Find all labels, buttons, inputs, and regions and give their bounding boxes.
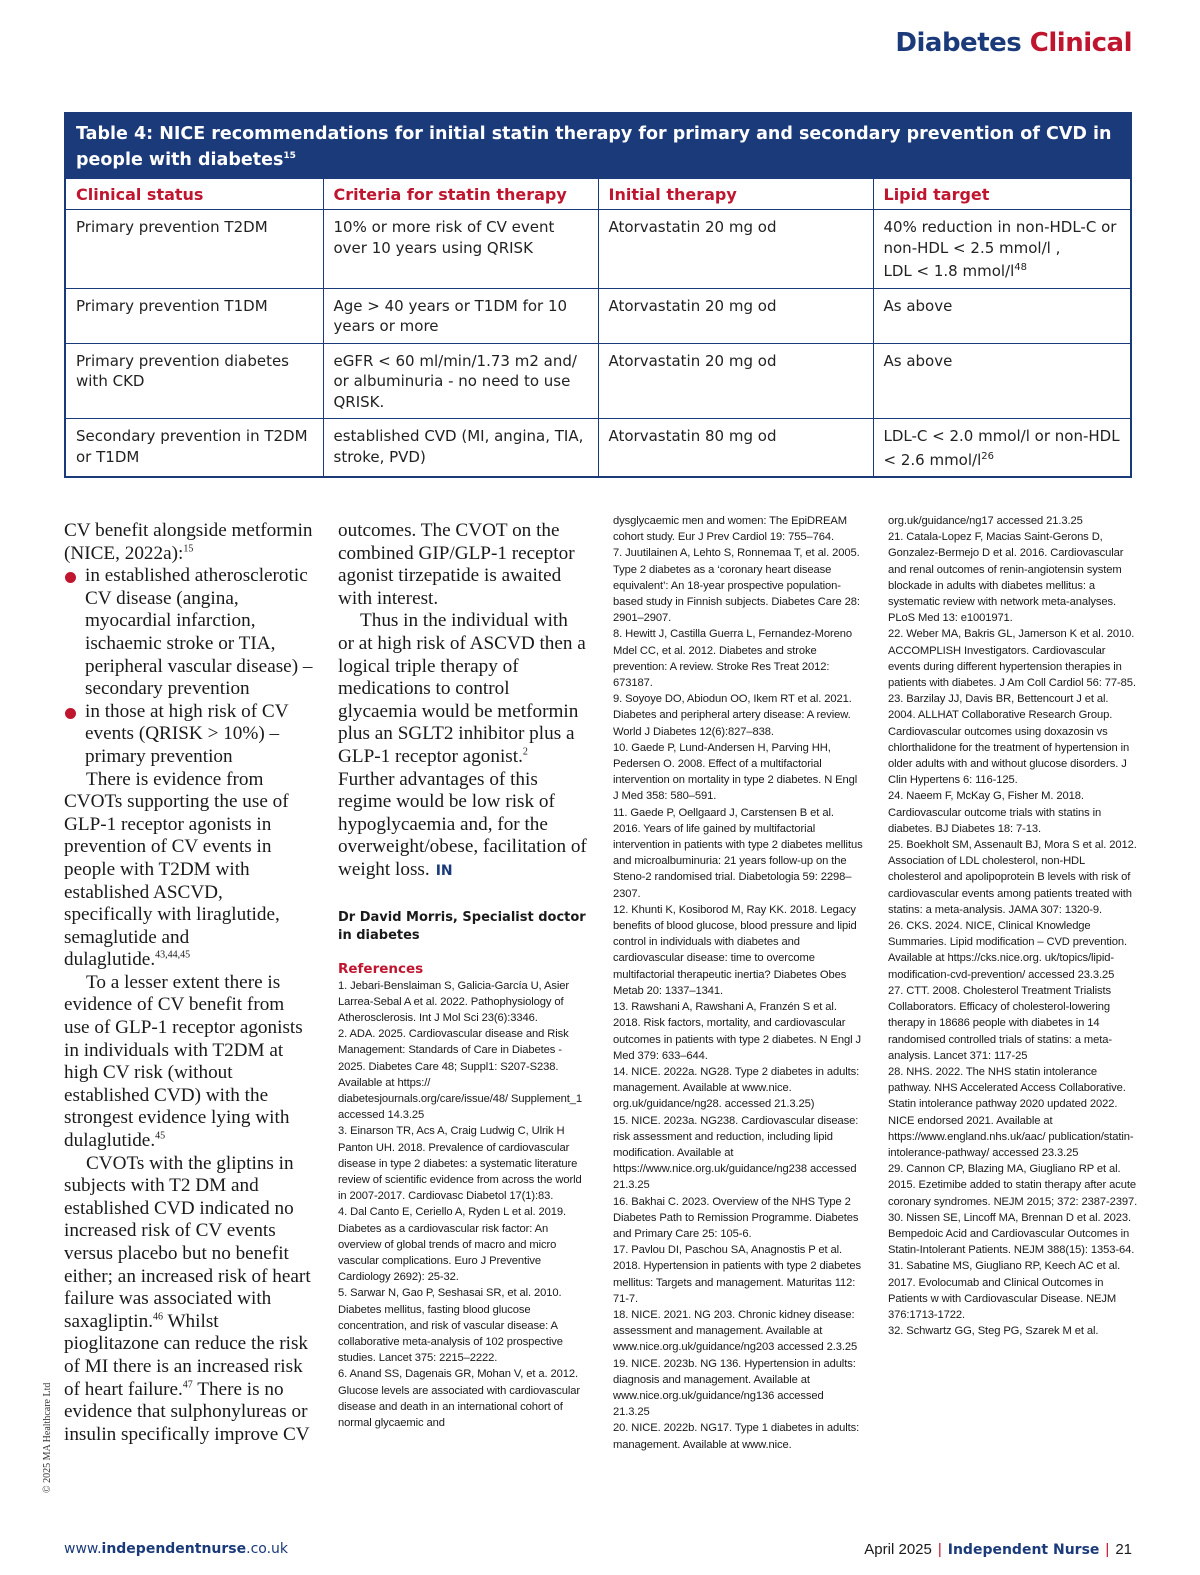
paragraph: There is evidence from CVOTs supporting the use of GLP-1 receptor agonists in prevention of CV events in people with T2DM with established ASCVD, specifically with liraglutide, semaglutide and dulaglutide.$^{43,44,45}$ xyxy=(64,768,289,971)
footer-info xyxy=(864,1541,1132,1558)
paragraph: To a lesser extent there is evidence of CV benefit from use of GLP-1 receptor agonists in individuals with T2DM at high CV risk (without established CVD) with the strongest evidence lying with dulaglutide.$^{45}$ xyxy=(64,971,303,1152)
cell-criteria: Age > 40 years or T1DM for 10 years or more xyxy=(323,288,598,343)
cell-criteria: 10% or more risk of CV event over 10 years using QRISK xyxy=(323,210,598,289)
reference-item: 17. Pavlou DI, Paschou SA, Anagnostis P et al. 2018. Hypertension in patients with type 2 diabetes mellitus: Targets and management. Maturitas 112: 71-7. xyxy=(613,1244,862,1305)
bullet-item: in those at high risk of CV events (QRISK > 10%) – primary prevention xyxy=(64,701,314,769)
reference-item: 25. Boekholt SM, Assenault BJ, Mora S et al. 2012. Association of LDL cholesterol, non-HDL cholesterol and apolipoprotein B levels with risk of cardiovascular events among patients treated with statins: a meta-analysis. JAMA 307: 1320-9. xyxy=(888,839,1137,916)
references-heading: References xyxy=(338,960,424,977)
reference-item: 11. Gaede P, Oellgaard J, Carstensen B et al. 2016. Years of life gained by multifactorial intervention in patients with type 2 diabetes mellitus and microalbuminuria: 21 years follow-up on the Steno-2 randomised trial. Diabetologia 59: 2298–2307. xyxy=(613,806,863,900)
table-row xyxy=(66,419,1130,477)
cell-target: As above xyxy=(873,343,1130,419)
reference-item: 19. NICE. 2023b. NG 136. Hypertension in adults: diagnosis and management. Available at www.nice.org.uk/guidance/ng136 accessed 21.3.25 xyxy=(613,1357,856,1419)
cell-therapy: Atorvastatin 20 mg od xyxy=(598,210,873,289)
section-label: Diabetes xyxy=(895,28,1022,58)
reference-item: 28. NHS. 2022. The NHS statin intolerance pathway. NHS Accelerated Access Collaborative. Statin intolerance pathway 2020 updated 2022. NICE endorsed 2021. Available at https://www.england.nhs.uk/aac/ publication/statin-intolerance-pathway/ accessed 23.3.25 xyxy=(888,1065,1134,1159)
paragraph: CVOTs with the gliptins in subjects with T2 DM and established CVD indicated no increased risk of CV events versus placebo but no benefit either; an increased risk of heart failure was associated with saxagliptin.$^{46}$ Whilst pioglitazone can reduce the risk of MI there is an increased risk of heart failure.$^{47}$ There is no evidence that sulphonylureas or insulin specifically improve CV xyxy=(64,1152,311,1445)
reference-item: 1. Jebari-Benslaiman S, Galicia-García U, Asier Larrea-Sebal A et al. 2022. Pathophysiology of Atherosclerosis. Int J Mol Sci 23(6):3346. xyxy=(338,979,569,1024)
reference-item: 13. Rawshani A, Rawshani A, Franzén S et al. 2018. Risk factors, mortality, and cardiovascular outcomes in patients with type 2 diabetes. N Engl J Med 379: 633–644. xyxy=(613,1001,862,1062)
reference-item: 20. NICE. 2022b. NG17. Type 1 diabetes in adults: management. Available at www.nice. xyxy=(613,1422,860,1451)
table-title: Table 4: NICE recommendations for initial statin therapy for primary and secondary prevention of CVD in people with diabetes$^{15}$ xyxy=(66,114,1130,179)
paragraph: outcomes. The CVOT on the combined GIP/GLP-1 receptor agonist tirzepatide is awaited with interest. xyxy=(338,520,575,609)
reference-item: 15. NICE. 2023a. NG238. Cardiovascular disease: risk assessment and reduction, including lipid modification. Available at https://www.nice.org.uk/guidance/ng238 accessed 21.3.25 xyxy=(613,1114,859,1192)
cell-therapy: Atorvastatin 80 mg od xyxy=(598,419,873,477)
table-row xyxy=(66,210,1130,289)
reference-item: 16. Bakhai C. 2023. Overview of the NHS Type 2 Diabetes Path to Remission Programme. Diabetes and Primary Care 25: 105-6. xyxy=(613,1195,859,1240)
cell-criteria: eGFR < 60 ml/min/1.73 m2 and/ or albuminuria - no need to use QRISK. xyxy=(323,343,598,419)
paragraph: Thus in the individual with or at high risk of ASCVD then a logical triple therapy of medications to control glycaemia would be metformin plus an SGLT2 inhibitor plus a GLP-1 receptor agonist.$^2$ Further advantages of this regime would be low risk of hypoglycaemia and, for the overweight/obese, facilitation of weight loss. IN xyxy=(338,610,587,880)
cell-therapy: Atorvastatin 20 mg od xyxy=(598,343,873,419)
article-column-2 xyxy=(338,520,588,1431)
article-column-1 xyxy=(64,520,314,1446)
cell-target: 40% reduction in non-HDL-C or non-HDL < 2.5 mmol/l , LDL < 1.8 mmol/$l^{48}$ xyxy=(873,210,1130,289)
author-byline: Dr David Morris, Specialist doctor in diabetes xyxy=(338,909,586,943)
col-header-initial-therapy: Initial therapy xyxy=(598,179,873,210)
reference-item: 31. Sabatine MS, Giugliano RP, Keech AC et al. 2017. Evolocumab and Clinical Outcomes in Patients w with Cardiovascular Disease. NEJM 376:1713-1722. xyxy=(888,1260,1121,1321)
footer-url[interactable]: www.independentnurse.co.uk xyxy=(64,1541,289,1557)
reference-item: 4. Dal Canto E, Ceriello A, Ryden L et al. 2019. Diabetes as a cardiovascular risk factor: An overview of global trends of macro and micro vascular complications. Euro J Preventive Cardiology 2692): 25-32. xyxy=(338,1206,566,1284)
cell-status: Secondary prevention in T2DM or T1DM xyxy=(66,419,323,477)
reference-item: 3. Einarson TR, Acs A, Craig Ludwig C, Ulrik H Panton UH. 2018. Prevalence of cardiovascular disease in type 2 diabetes: a systematic literature review of scientific evidence from across the world in 2007-2017. Cardiovasc Diabetol 17(1):83. xyxy=(338,1125,582,1203)
reference-item: 5. Sarwar N, Gao P, Seshasai SR, et al. 2010. Diabetes mellitus, fasting blood glucose concentration, and risk of vascular disease: A collaborative meta-analysis of 102 prospective studies. Lancet 375: 2215–2222. xyxy=(338,1287,563,1365)
reference-item: 18. NICE. 2021. NG 203. Chronic kidney disease: assessment and management. Available at www.nice.org.uk/guidance/ng203 accessed 2.3.25 xyxy=(613,1308,858,1354)
cell-status: Primary prevention T1DM xyxy=(66,288,323,343)
reference-item: 9. Soyoye DO, Abiodun OO, Ikem RT et al. 2021. Diabetes and peripheral artery disease: A review. World J Diabetes 12(6):827–838. xyxy=(613,693,852,738)
reference-item: 24. Naeem F, McKay G, Fisher M. 2018. Cardiovascular outcome trials with statins in diabetes. BJ Diabetes 18: 7-13. xyxy=(888,790,1102,835)
cell-status: Primary prevention T2DM xyxy=(66,210,323,289)
cell-target: LDL-C < 2.0 mmol/l or non-HDL < 2.6 mmol/$l^{26}$ xyxy=(883,427,1120,469)
references-list xyxy=(888,513,1138,1339)
reference-item: 22. Weber MA, Bakris GL, Jamerson K et al. 2010. ACCOMPLISH Investigators. Cardiovascular events during different hypertension therapies in patients with diabetes. J Am Coll Cardiol 56: 77-85. xyxy=(888,628,1136,690)
reference-item: 10. Gaede P, Lund-Andersen H, Parving HH, Pedersen O. 2008. Effect of a multifactorial intervention on mortality in type 2 diabetes. N Engl J Med 358: 580–591. xyxy=(613,741,858,803)
reference-item: 2. ADA. 2025. Cardiovascular disease and Risk Management: Standards of Care in Diabetes - 2025. Diabetes Care 48; Suppl1: S207-S238. Available at https:// diabetesjournals.org/care/issue/48/ Supplement_1 accessed 14.3.25 xyxy=(338,1028,582,1122)
col-header-lipid-target: Lipid target xyxy=(873,179,1130,210)
cell-target: As above xyxy=(873,288,1130,343)
reference-item: 23. Barzilay JJ, Davis BR, Bettencourt J et al. 2004. ALLHAT Collaborative Research Group. Cardiovascular outcomes using doxazosin vs chlorthalidone for the treatment of hypertension in older adults with and without glucose disorders. J Clin Hypertens 6: 116-125. xyxy=(888,693,1130,787)
reference-item: 30. Nissen SE, Lincoff MA, Brennan D et al. 2023. Bempedoic Acid and Cardiovascular Outcomes in Statin-Intolerant Patients. NEJM 388(15): 1353-64. xyxy=(888,1211,1135,1257)
table-header-row xyxy=(66,179,1130,210)
reference-item: 26. CKS. 2024. NICE, Clinical Knowledge Summaries. Lipid modification – CVD prevention. Available at https://cks.nice.org. uk/topics/lipid-modification-cvd-prevention/ accessed 23.3.25 xyxy=(888,920,1128,981)
cell-criteria: established CVD (MI, angina, TIA, stroke, PVD) xyxy=(323,419,598,477)
reference-item: 7. Juutilainen A, Lehto S, Ronnemaa T, et al. 2005. Type 2 diabetes as a ‘coronary heart disease equivalent’: An 18-year prospective population-based study in Finnish subjects. Diabetes Care 28: 2901–2907. xyxy=(613,547,860,625)
reference-item: 8. Hewitt J, Castilla Guerra L, Fernandez-Moreno Mdel CC, et al. 2012. Diabetes and stroke prevention: A review. Stroke Res Treat 2012: 673187. xyxy=(613,628,852,690)
magazine-name: Independent Nurse xyxy=(947,1542,1100,1558)
table-title-ref: 15 xyxy=(283,151,296,161)
cell-status: Primary prevention diabetes with CKD xyxy=(66,343,323,419)
footer-separator: | xyxy=(937,1541,942,1558)
copyright-notice: © 2025 MA Healthcare Ltd xyxy=(42,1382,53,1493)
col-header-criteria: Criteria for statin therapy xyxy=(323,179,598,210)
paragraph: CV benefit alongside metformin (NICE, 2022a):$^{15}$ xyxy=(64,520,313,564)
table-row xyxy=(66,343,1130,419)
table-grid xyxy=(66,179,1130,477)
end-mark-icon: IN xyxy=(435,862,453,879)
reference-item: 27. CTT. 2008. Cholesterol Treatment Trialists Collaborators. Efficacy of cholesterol-lowering therapy in 18686 people with diabetes in 14 randomised controlled trials of statins: a meta-analysis. Lancet 371: 117-25 xyxy=(888,984,1113,1062)
reference-item: dysglycaemic men and women: The EpiDREAM cohort study. Eur J Prev Cardiol 19: 755–764. xyxy=(613,515,847,544)
page-header xyxy=(895,28,1132,58)
statin-table xyxy=(64,112,1132,478)
reference-item: 6. Anand SS, Dagenais GR, Mohan V, et a. 2012. Glucose levels are associated with cardiovascular disease and death in an international cohort of normal glycaemic and xyxy=(338,1368,580,1429)
topic-label: Clinical xyxy=(1029,28,1132,58)
references-list xyxy=(338,978,588,1432)
table-row xyxy=(66,288,1130,343)
page-number: 21 xyxy=(1115,1541,1132,1558)
reference-item: 32. Schwartz GG, Steg PG, Szarek M et al. xyxy=(888,1325,1099,1338)
cell-therapy: Atorvastatin 20 mg od xyxy=(598,288,873,343)
reference-item: 29. Cannon CP, Blazing MA, Giugliano RP et al. 2015. Ezetimibe added to statin therapy after acute coronary syndromes. NEJM 2015; 372: 2387-2397. xyxy=(888,1163,1138,1208)
reference-item: 14. NICE. 2022a. NG28. Type 2 diabetes in adults: management. Available at www.nice. org.uk/guidance/ng28. accessed 21.3.25) xyxy=(613,1065,860,1111)
issue-date: April 2025 xyxy=(864,1541,932,1558)
references-list xyxy=(613,513,863,1453)
reference-item: org.uk/guidance/ng17 accessed 21.3.25 xyxy=(888,515,1083,527)
reference-item: 21. Catala-Lopez F, Macias Saint-Gerons D, Gonzalez-Bermejo D et al. 2016. Cardiovascular and renal outcomes of renin-angiotensin system blockade in adults with diabetes mellitus: a systematic review with network meta-analyses. PLoS Med 13: e1001971. xyxy=(888,531,1124,625)
reference-item: 12. Khunti K, Kosiborod M, Ray KK. 2018. Legacy benefits of blood glucose, blood pressure and lipid control in individuals with diabetes and cardiovascular disease: time to overcome multifactorial therapeutic inertia? Diabetes Obes Metab 20: 1337–1341. xyxy=(613,903,857,997)
bullet-item: in established atherosclerotic CV disease (angina, myocardial infarction, ischaemic stroke or TIA, peripheral vascular disease) – secondary prevention xyxy=(64,565,314,701)
col-header-clinical-status: Clinical status xyxy=(66,179,323,210)
footer-separator: | xyxy=(1105,1541,1110,1558)
